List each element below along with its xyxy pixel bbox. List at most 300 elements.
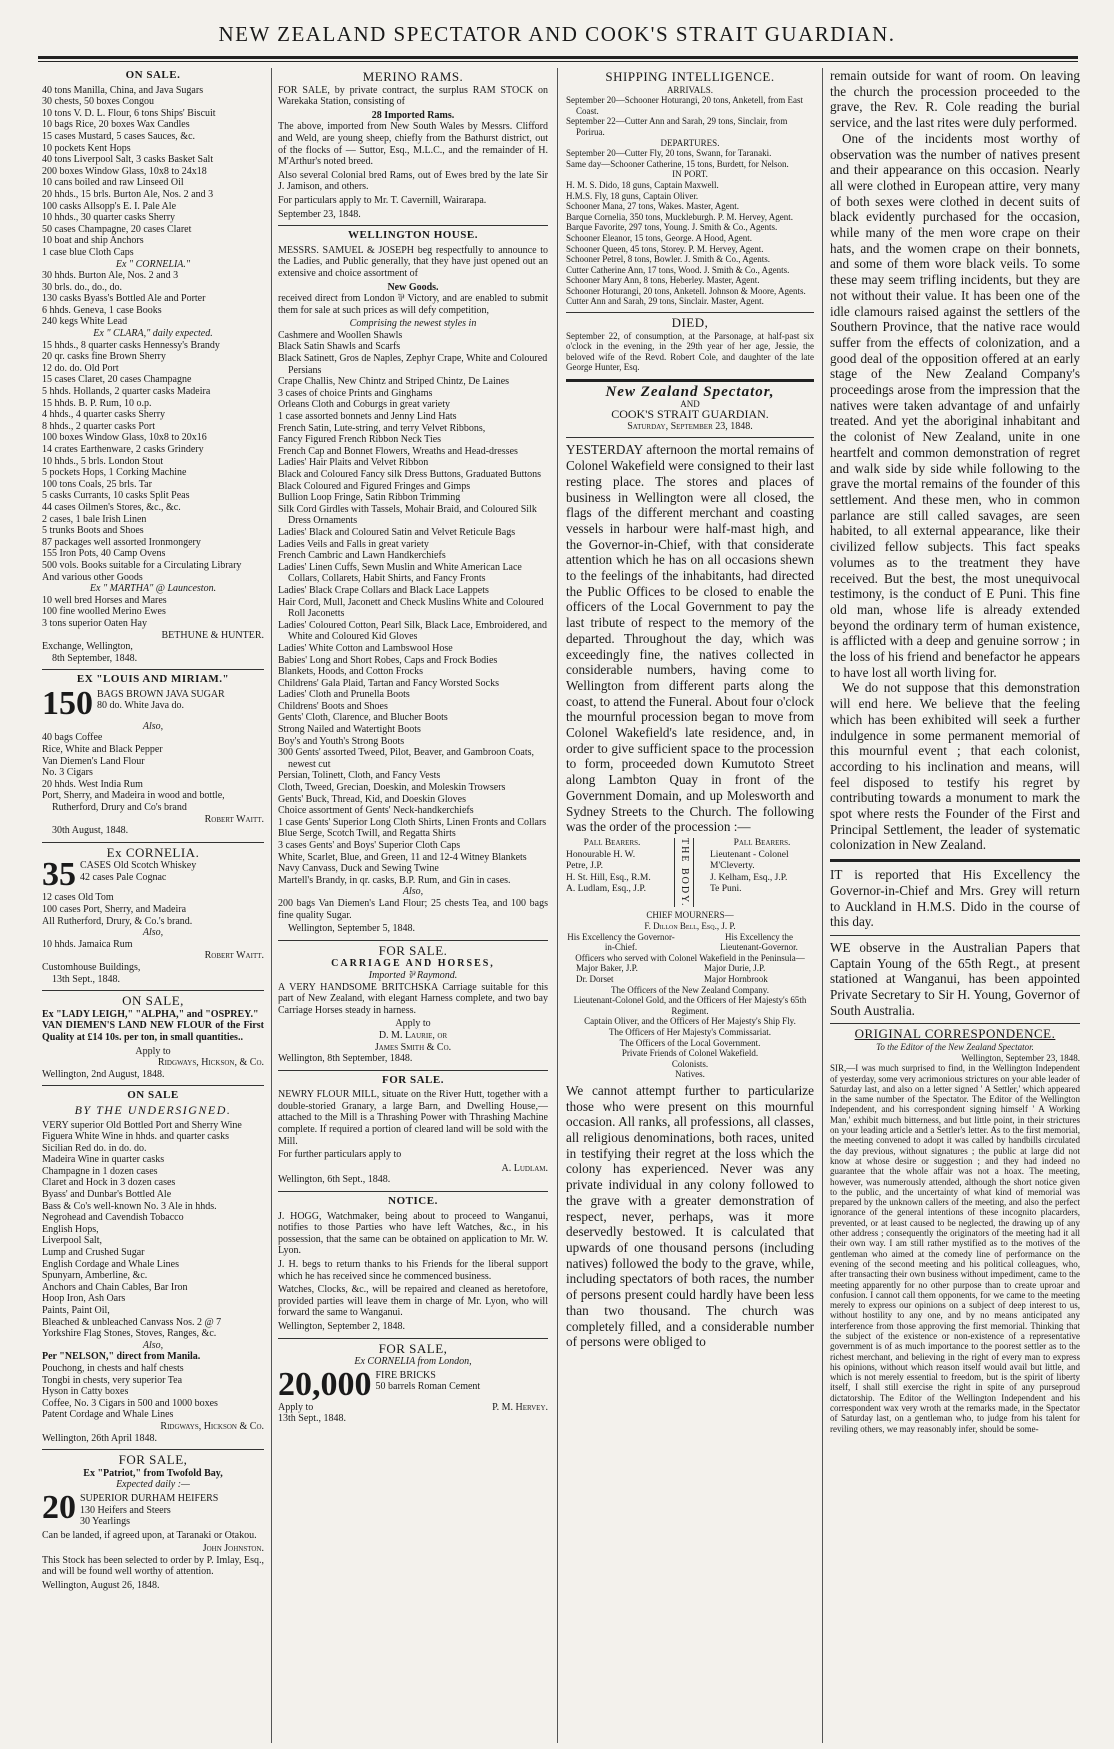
ad-body: 200 bags Van Diemen's Land Flour; 25 chests Tea, and 100 bags fine quality Sugar.	[278, 897, 548, 921]
list-item: 100 boxes Window Glass, 10x8 to 20x16	[42, 432, 207, 444]
list-item: 130 Heifers and Steers	[80, 1504, 171, 1516]
ad-body: J. H. begs to return thanks to his Friends for the liberal support which he has received since he commenced business.	[278, 1259, 548, 1282]
list-item: Port, Sherry, and Madeira in wood and bottle, Rutherford, Drury and Co's brand	[42, 790, 225, 814]
excellency-right: His Excellency the Lieutenant-Governor.	[720, 931, 798, 953]
ad-body: Watches, Clocks, &c., will be repaired and cleaned as heretofore, provided parties will leave them in charge of Mr. Lyon, who will forward the same to Wanganui.	[278, 1284, 548, 1319]
ad-body: FOR SALE, by private contract, the surplus RAM STOCK on Warekaka Station, consisting of	[278, 84, 548, 108]
divider	[566, 437, 814, 438]
ad-date: 30th August, 1848.	[52, 825, 129, 837]
list-item: 3 cases of choice Prints and Ginghams	[278, 387, 433, 399]
list-item: 5 pockets Hops, 1 Corking Machine	[42, 467, 187, 479]
ad-date: Wellington, 26th April 1848.	[42, 1432, 158, 1444]
list-item: 5 hhds. Hollands, 2 quarter casks Madeira	[42, 386, 211, 398]
list-item: Coffee, No. 3 Cigars in 500 and 1000 boxes	[42, 1397, 218, 1409]
section-heading: ORIGINAL CORRESPONDENCE.	[854, 1026, 1056, 1042]
list-item: Martell's Brandy, in qr. casks, B.P. Rum, and Gin in cases.	[278, 874, 511, 886]
list-item: 10 well bred Horses and Mares	[42, 594, 167, 606]
list-item: Black Satinett, Gros de Naples, Zephyr Crape, White and Coloured Persians	[278, 353, 548, 376]
list-item: Private Friends of Colonel Wakefield.	[621, 1048, 759, 1059]
list-item: 20 hhds., 15 brls. Burton Ale, Nos. 2 and 3	[42, 188, 214, 200]
article-paragraph: IT is reported that His Excellency the Governor-in-Chief and Mrs. Grey will return to Auckland in H.M.S. Dido in the course of this day.	[830, 867, 1080, 930]
death-notice: September 22, of consumption, at the Parsonage, at half-past six o'clock in the evening, in the 29th year of her age, Jessie, the beloved wife of the Revd. Robert Cole, and daughter of the late George Hunter, Esq.	[566, 330, 814, 373]
list-item: Blue Serge, Scotch Twill, and Regatta Shirts	[278, 828, 456, 840]
column-divider	[271, 68, 272, 1743]
list-item: Schooner Eleanor, 15 tons, George. A Hood, Agent.	[566, 232, 752, 243]
list-item: 20 hhds. West India Rum	[42, 778, 143, 790]
list-item: Major Hornbrook	[704, 974, 768, 985]
list-item: Schooner Petrel, 8 tons, Bowler. J. Smith & Co., Agents.	[566, 254, 770, 265]
ad-list	[42, 595, 264, 630]
list-item: 44 cases Oilmen's Stores, &c., &c.	[42, 501, 181, 513]
list-item: Major Baker, J.P.	[576, 963, 638, 974]
list-item: Schooner Hoturangi, 20 tons, Anketell. Johnson & Moore, Agents.	[566, 285, 806, 296]
list-item: 14 crates Earthenware, 2 casks Grindery	[42, 444, 204, 455]
ad-subheading: Ex " MARTHA" @ Launceston.	[89, 583, 217, 595]
divider	[42, 669, 264, 670]
ad-apply: Apply to	[278, 1401, 314, 1413]
list-item: September 22—Cutter Ann and Sarah, 29 tons, Sinclair, from Porirua.	[566, 116, 788, 137]
officers-left	[566, 963, 686, 984]
divider	[566, 379, 814, 382]
list-item: 500 vols. Books suitable for a Circulating Library	[42, 559, 242, 571]
list-item: A. Ludlam, Esq., J.P.	[566, 884, 646, 895]
ad-list	[42, 270, 264, 328]
list-item: Same day—Schooner Catherine, 15 tons, Burdett, for Nelson.	[566, 158, 789, 169]
masthead-rule-thin	[38, 61, 1078, 62]
ad-body: A VERY HANDSOME BRITCHSKA Carriage suitable for this part of New Zealand, with elegant Harness complete, and two bay Carriage Horses steady in harness.	[278, 981, 548, 1016]
lead-text: 42 cases Pale Cognac	[80, 872, 167, 883]
lead-number: 150	[42, 684, 93, 722]
ad-body: NEWRY FLOUR MILL, situate on the River Hutt, together with a double-storied Granary, a large Barn, and Dwelling House,—attached to the Mill is a Thrashing Power with Thrashing Machine complete. If required a portion of cleared land will be sold with the Mill.	[278, 1089, 548, 1147]
pall-bearers	[566, 838, 814, 907]
list-item: 8 hhds., 2 quarter casks Port	[42, 420, 156, 432]
article-paragraph: remain outside for want of room. On leaving the church the procession proceeded to the grave, the Rev. R. Cole reading the burial service, and the last rites were duly performed.	[830, 68, 1080, 131]
ad-date: Wellington, 2nd August, 1848.	[42, 1068, 165, 1080]
list-item: Patent Cordage and Whale Lines	[42, 1409, 174, 1421]
lead-text: FIRE BRICKS	[375, 1369, 436, 1381]
list-item: 5 casks Currants, 10 casks Split Peas	[42, 490, 190, 502]
pall-heading: Pall Bearers.	[583, 837, 641, 848]
list-item: The Officers of the New Zealand Company.	[611, 984, 769, 995]
list-item: No. 3 Cigars	[42, 767, 93, 779]
pall-heading: Pall Bearers.	[733, 837, 791, 848]
list-item: Schooner Mary Ann, 8 tons, Heberley. Master, Agent.	[566, 275, 760, 286]
excellencies	[566, 932, 814, 953]
list-item: French Cambric and Lawn Handkerchiefs	[278, 550, 446, 562]
excellency-left: His Excellency the Governor-in-Chief.	[567, 931, 675, 953]
shipping-list	[566, 148, 814, 169]
ad-heading: FOR SALE.	[382, 1073, 444, 1086]
list-item: 30 Yearlings	[80, 1516, 131, 1528]
list-item: 1 case Gents' Superior Long Cloth Shirts, Linen Fronts and Collars	[278, 816, 547, 828]
ad-body: For further particulars apply to	[278, 1149, 402, 1161]
ad-signer: Robert Waitt.	[204, 950, 264, 962]
paper-subtitle: COOK'S STRAIT GUARDIAN.	[611, 407, 769, 422]
list-item: 10 boat and ship Anchors	[42, 235, 144, 247]
list-item: Ladies' Black and Coloured Satin and Velvet Reticule Bags	[278, 526, 516, 538]
ad-subheading: BY THE UNDERSIGNED.	[74, 1102, 232, 1117]
ad-body: received direct from London ⅌ Victory, and are enabled to submit them for sale at such prices as will defy competition,	[278, 293, 548, 316]
list-item: Fancy Figured French Ribbon Neck Ties	[278, 434, 442, 446]
list-item: English Hops,	[42, 1223, 99, 1235]
list-item: French Cap and Bonnet Flowers, Wreaths and Head-dresses	[278, 445, 518, 457]
list-item: H.M.S. Fly, 18 guns, Captain Oliver.	[566, 190, 699, 201]
divider	[830, 935, 1080, 936]
ad-lead	[278, 1365, 548, 1403]
ad-date: 8th September, 1848.	[52, 652, 138, 664]
ad-signer: P. M. Hervey.	[492, 1401, 548, 1413]
shipping-list	[566, 180, 814, 307]
divider	[830, 1023, 1080, 1024]
masthead-rule	[38, 56, 1078, 59]
ad-body: J. HOGG, Watchmaker, being about to proceed to Wanganui, notifies to those Parties who have left Watches, &c., in his possession, that the same can be obtained on application to Mr. W. Lyon.	[278, 1210, 548, 1257]
ad-heading: EX "LOUIS AND MIRIAM."	[76, 673, 230, 686]
divider	[278, 225, 548, 226]
lead-text: CASES Old Scotch Whiskey	[80, 860, 197, 872]
ad-body: Also several Colonial bred Rams, out of Ewes bred by the late Sir J. Jamison, and others.	[278, 169, 548, 193]
ad-body: The above, imported from New South Wales by Messrs. Clifford and Weld, are young sheep, chiefly from the Bathurst district, out of the flocks of — Suttor, Esq., M.L.C., and the remainder of H. M'Arthur's noted breed.	[278, 121, 548, 168]
list-item: Claret and Hock in 3 dozen cases	[42, 1177, 176, 1189]
list-item: And various other Goods	[42, 571, 143, 583]
ad-body: Can be landed, if agreed upon, at Taranaki or Otakou.	[42, 1529, 257, 1541]
ad-heading: MERINO RAMS.	[362, 69, 464, 84]
ad-subheading: Per "NELSON," direct from Manila.	[42, 1351, 201, 1363]
ad-apply: Apply to	[135, 1045, 171, 1057]
divider	[278, 1070, 548, 1071]
ad-body: For particulars apply to Mr. T. Cavernill, Wairarapa.	[278, 194, 487, 206]
list-item: Major Durie, J.P.	[704, 963, 766, 974]
ad-list	[42, 892, 264, 927]
list-item: Van Diemen's Land Flour	[42, 755, 145, 767]
ad-date: Wellington, August 26, 1848.	[42, 1580, 160, 1592]
list-item: 10 pockets Kent Hops	[42, 142, 131, 154]
list-item: 40 tons Liverpool Salt, 3 casks Basket Salt	[42, 154, 214, 166]
ad-subheading: Imported ⅌ Raymond.	[368, 969, 458, 981]
pall-bearers-right	[710, 838, 814, 907]
list-item: Ladies' White Cotton and Lambswool Hose	[278, 642, 453, 654]
divider	[278, 1191, 548, 1192]
letter-body: SIR,—I was much surprised to find, in the Wellington Independent of yesterday, some very acrimonious strictures on your able leader of Saturday last, and also on a letter signed ' A Settler,' which appeared in the same number of the Spectator. The Editor of the Wellington Independent, and his correspondent signing himself ' A Working Man,' exhibit much bitterness, and but little point, in their strictures on your leading article and a Settler's letter. As to the first memorial, the meeting convened to adopt it was called by handbills circulated the day previous, without signatures ; the public at large did not know at whose desire or suggestion ; and they had indeed no guarantee that the whole affair was not a hoax. The meeting, however, was numerously attended, although the short notice given to the public, and the uncertainty of what kind of memorial was prepared by the unknown callers of the meeting, and also the perfect ignorance of the general intentions of these incognito placarders, prevented, or at least caused to be neglected, the drawing up of any other address ; consequently the originators of the meeting had it all their own way. I am still rather mystified as to the motives of the gentleman who aimed at the comedy line of performance on the evening of the second meeting and his political colleagues, who, after transacting their own business without impediment, came to the meeting apparently for no other purpose than to create uproar and confusion. I cannot call them opponents, for we came to the meeting merely to express our opinions on a subject of deep interest to us, without hostility to any one, and by no means anticipated any interference from those approving the first memorial. Thinking that the subject of the existence or non-existence of a representative government is of as much importance to the poorest settler as to the richest merchant, and believing in the right of every man to express his opinions, without which reason itself would avail but little, and which is not merely essential to freedom, but is the spirit of liberty itself, I shall still exercise the right in spite of any purseproud dictatorship. The Editor of the Wellington Independent and his correspondent wax very wroth at the remarks made, in the Spectator of Saturday last, on a gentleman who, to judge from his talent for reviling others, we may reasonably infer, should be some-	[830, 1063, 1080, 1434]
list-item: 10 hhds., 30 quarter casks Sherry	[42, 212, 176, 224]
list-item: Captain Oliver, and the Officers of Her Majesty's Ship Fly.	[584, 1016, 796, 1027]
list-item: Bleached & unbleached Canvass Nos. 2 @ 7	[42, 1316, 222, 1328]
ad-signer: D. M. Laurie, or	[378, 1029, 448, 1041]
lead-text: BAGS BROWN JAVA SUGAR	[97, 688, 225, 700]
column-divider	[557, 68, 558, 1743]
list-item: 2 cases, 1 bale Irish Linen	[42, 513, 147, 525]
list-item: 5 trunks Boots and Shoes	[42, 525, 144, 537]
subsection-heading: ARRIVALS.	[666, 84, 714, 95]
ad-item: 10 hhds. Jamaica Rum	[42, 938, 133, 950]
ad-list	[42, 85, 264, 259]
list-item: Anchors and Chain Cables, Bar Iron	[42, 1281, 188, 1293]
list-item: 40 tons Manilla, China, and Java Sugars	[42, 84, 204, 96]
ad-subheading: Ex " CLARA," daily expected.	[93, 328, 213, 340]
ad-date: Wellington, 6th Sept., 1848.	[278, 1174, 391, 1186]
list-item: 20 qr. casks fine Brown Sherry	[42, 351, 166, 363]
mourner: F. Dillon Bell, Esq., J. P.	[644, 921, 736, 932]
list-item: Cutter Catherine Ann, 17 tons, Wood. J. Smith & Co., Agents.	[566, 264, 790, 275]
list-item: Choice assortment of Gents' Neck-handkerchiefs	[278, 805, 474, 817]
column-3	[566, 68, 814, 1738]
list-item: Rice, White and Black Pepper	[42, 744, 163, 756]
masthead: NEW ZEALAND SPECTATOR AND COOK'S STRAIT GUARDIAN.	[218, 22, 896, 46]
list-item: 10 cans boiled and raw Linseed Oil	[42, 177, 184, 189]
column-divider	[822, 68, 823, 1743]
officers	[566, 963, 814, 984]
list-item: Ladies' Cloth and Prunella Boots	[278, 689, 410, 701]
list-item: Natives.	[675, 1069, 705, 1080]
list-item: Orleans Cloth and Coburgs in great variety	[278, 399, 451, 411]
list-item: The Officers of Her Majesty's Commissariat.	[609, 1027, 771, 1037]
divider	[42, 842, 264, 843]
officers-heading: Officers who served with Colonel Wakefield in the Peninsula—	[575, 952, 805, 963]
ad-subheading: Ex "Patriot," from Twofold Bay,	[83, 1467, 223, 1479]
list-item: Champagne in 1 dozen cases	[42, 1165, 158, 1177]
ad-date: Wellington, September 2, 1848.	[278, 1320, 405, 1332]
list-item: H. St. Hill, Esq., R.M.	[566, 872, 651, 883]
pall-bearers-left	[566, 838, 658, 907]
officers-right	[704, 963, 814, 984]
list-item: Barque Cornelia, 350 tons, Muckleburgh. P. M. Hervey, Agent.	[566, 211, 793, 222]
list-item: Madeira Wine in quarter casks	[42, 1154, 165, 1166]
the-body: THE BODY.	[674, 838, 694, 907]
paper-title: New Zealand Spectator,	[605, 384, 775, 401]
ad-heading: ON SALE	[127, 1089, 179, 1102]
list-item: Liverpool Salt,	[42, 1235, 102, 1247]
dateline: Saturday, September 23, 1848.	[627, 420, 753, 432]
mourners-heading: CHIEF MOURNERS—	[646, 910, 734, 921]
list-item: White, Scarlet, Blue, and Green, 11 and 12-4 Witney Blankets	[278, 851, 527, 863]
list-item: Spunyarn, Amberline, &c.	[42, 1270, 148, 1282]
list-item: J. Kelham, Esq., J.P.	[710, 872, 788, 883]
list-item: 3 tons superior Oaten Hay	[42, 617, 147, 629]
ad-heading: FOR SALE.	[378, 942, 448, 958]
list-item: 30 hhds. Burton Ale, Nos. 2 and 3	[42, 270, 179, 282]
list-item: September 20—Schooner Hoturangi, 20 tons, Anketell, from East Coast.	[566, 95, 803, 116]
list-item: Crape Challis, New Chintz and Striped Chintz, De Laines	[278, 376, 510, 388]
list-item: 6 hhds. Geneva, 1 case Books	[42, 304, 162, 316]
ad-body: This Stock has been selected to order by P. Imlay, Esq., and will be found well worthy of attention.	[42, 1554, 264, 1578]
list-item: Navy Canvass, Duck and Sewing Twine	[278, 863, 439, 875]
list-item: 50 cases Champagne, 20 cases Claret	[42, 223, 192, 235]
ad-also: Also,	[402, 886, 424, 898]
list-item: 15 cases Claret, 20 cases Champagne	[42, 374, 192, 386]
ad-subheading: 28 Imported Rams.	[371, 109, 455, 121]
list-item: Gents' Buck, Thread, Kid, and Doeskin Gloves	[278, 793, 466, 805]
lead-number: 20	[42, 1488, 76, 1526]
list-item: Hyson in Catty boxes	[42, 1386, 129, 1398]
list-item: 15 hhds. B. P. Rum, 10 o.p.	[42, 397, 152, 409]
letter-dateline: Wellington, September 23, 1848.	[961, 1052, 1080, 1063]
ad-place: Exchange, Wellington,	[42, 641, 133, 653]
lead-text: 50 barrels Roman Cement	[375, 1381, 481, 1393]
list-item: Childrens' Boots and Shoes	[278, 700, 388, 712]
list-item: English Cordage and Whale Lines	[42, 1258, 180, 1270]
list-item: 30 chests, 50 boxes Congou	[42, 96, 154, 108]
ad-body: MESSRS. SAMUEL & JOSEPH beg respectfully to announce to the Ladies, and Public generally, that they have just opened out an extensive and choice assortment of	[278, 244, 548, 279]
list-item: Silk Cord Girdles with Tassels, Mohair Braid, and Coloured Silk Dress Ornaments	[278, 503, 537, 527]
ad-list	[278, 330, 548, 887]
list-item: Boy's and Youth's Strong Boots	[278, 735, 405, 747]
ad-heading: ON SALE,	[122, 993, 184, 1009]
list-item: Negrohead and Cavendish Tobacco	[42, 1212, 184, 1224]
list-item: Schooner Mana, 27 tons, Wakes. Master, Agent.	[566, 201, 739, 212]
ad-also: Also,	[142, 1339, 164, 1351]
ad-date: Wellington, September 5, 1848.	[288, 923, 415, 935]
procession-order	[566, 985, 814, 1080]
ad-date: 13th Sept., 1848.	[278, 1413, 347, 1425]
column-2	[278, 68, 548, 1738]
ad-also: Also,	[142, 927, 164, 939]
ad-place: Customhouse Buildings,	[42, 961, 141, 973]
ad-subheading: Ex CORNELIA from London,	[354, 1356, 472, 1368]
list-item: Tongbi in chests, very superior Tea	[42, 1374, 183, 1386]
list-item: Barque Favorite, 297 tons, Young. J. Smith & Co., Agents.	[566, 222, 778, 233]
list-item: VERY superior Old Bottled Port and Sherry Wine	[42, 1119, 242, 1131]
list-item: 12 do. do. Old Port	[42, 362, 119, 374]
ad-heading: NOTICE.	[388, 1195, 438, 1208]
list-item: 100 fine woolled Merino Ewes	[42, 606, 166, 618]
list-item: The Officers of the Local Government.	[619, 1037, 761, 1048]
list-item: Te Puni.	[710, 884, 742, 895]
ad-subheading: New Goods.	[387, 281, 439, 293]
ad-list	[42, 1120, 264, 1340]
list-item: Persian, Tolinett, Cloth, and Fancy Vests	[278, 770, 441, 782]
section-heading: SHIPPING INTELLIGENCE.	[605, 69, 775, 84]
list-item: Yorkshire Flag Stones, Stoves, Ranges, &c.	[42, 1328, 217, 1340]
list-item: Ladies' Black Crape Collars and Black Lace Lappets	[278, 584, 489, 596]
article-paragraph: YESTERDAY afternoon the mortal remains of Colonel Wakefield were consigned to their last resting place. The stores and places of business in Wellington were all closed, the flags of the different merchant and coasting vessels in harbour were half-mast high, and the Governor-in-Chief, with that considerate attention which he has on all occasions shewn to the feelings of the inhabitants, had directed the Public Offices to be closed to enable the officers of the Local Government to pay the last tribute of respect to the memory of the departed. Throughout the day, which was exceedingly fine, the natives collected in considerable numbers, having come to Wellington from different parts along the coast, to attend the Funeral. About four o'clock the mournful procession began to move from Colonel Wakefield's late residence, and, in order to give sufficient space to the procession to form, proceeded down Kumutoto Street along Lambton Quay in front of the Government Domain, and up Molesworth and Sydney Streets to the Church. The following was the order of the procession :—	[566, 442, 814, 835]
ad-heading: Ex CORNELIA.	[106, 844, 200, 860]
list-item: All Rutherford, Drury, & Co.'s brand.	[42, 915, 193, 927]
section-heading: DIED,	[671, 315, 709, 331]
list-item: 100 tons Coals, 25 brls. Tar	[42, 478, 152, 490]
list-item: Black Coloured and Figured Fringes and Gimps	[278, 480, 471, 492]
ad-subheading: Ex " CORNELIA."	[115, 258, 191, 270]
lead-number: 20,000	[278, 1365, 372, 1403]
list-item: Ladies Veils and Falls in great variety	[278, 538, 429, 550]
list-item: Blankets, Hoods, and Cotton Frocks	[278, 666, 423, 678]
list-item: Pouchong, in chests and half chests	[42, 1362, 184, 1374]
list-item: Lieutenant-Colonel Gold, and the Officers of Her Majesty's 65th Regiment.	[573, 995, 807, 1016]
ad-signer: A. Ludlam.	[501, 1162, 548, 1174]
ad-signer: Ridgways, Hickson, & Co.	[157, 1057, 264, 1069]
shipping-list	[566, 95, 814, 137]
list-item: Bass & Co's well-known No. 3 Ale in hhds.	[42, 1200, 217, 1212]
paper-title-and: AND	[680, 398, 700, 409]
list-item: 30 brls. do., do., do.	[42, 281, 122, 293]
pall-list	[566, 850, 658, 896]
column-1	[42, 68, 264, 1738]
list-item: 15 hhds., 8 quarter casks Hennessy's Brandy	[42, 339, 220, 351]
pall-list	[710, 850, 814, 896]
ad-date: 13th Sept., 1848.	[52, 973, 121, 985]
list-item: Cutter Ann and Sarah, 29 tons, Sinclair. Master, Agent.	[566, 296, 764, 307]
lead-number: 35	[42, 856, 76, 894]
subsection-heading: IN PORT.	[672, 169, 708, 180]
list-item: 10 hhds., 5 brls. London Stout	[42, 455, 164, 467]
list-item: Bullion Loop Fringe, Satin Ribbon Trimming	[278, 492, 461, 504]
divider	[42, 1085, 264, 1086]
lead-text: 80 do. White Java do.	[97, 700, 185, 712]
ad-heading: FOR SALE,	[378, 1340, 448, 1356]
letter-addressee: To the Editor of the New Zealand Spectator.	[876, 1042, 1034, 1053]
list-item: 12 cases Old Tom	[42, 892, 114, 904]
subsection-heading: DEPARTURES.	[660, 137, 720, 148]
list-item: 15 cases Mustard, 5 cases Sauces, &c.	[42, 130, 196, 142]
ad-lead	[42, 1488, 264, 1528]
list-item: Hoop Iron, Ash Oars	[42, 1293, 126, 1305]
list-item: Honourable H. W. Petre, J.P.	[566, 849, 636, 872]
list-item: 1 case blue Cloth Caps	[42, 246, 134, 258]
list-item: Cashmere and Woollen Shawls	[278, 329, 403, 341]
ad-signer: John Johnston.	[202, 1543, 264, 1555]
lead-text: SUPERIOR DURHAM HEIFERS	[80, 1492, 219, 1504]
list-item: September 20—Cutter Fly, 20 tons, Swann, for Taranaki.	[566, 148, 772, 159]
ad-expected: Expected daily :—	[116, 1479, 190, 1491]
list-item: 4 hhds., 4 quarter casks Sherry	[42, 409, 166, 421]
list-item: 200 boxes Window Glass, 10x8 to 24x18	[42, 165, 207, 177]
list-item: 87 packages well assorted Ironmongery	[42, 536, 201, 548]
list-item: Lieutenant - Colonel M'Cleverty.	[710, 849, 789, 872]
list-item: Babies' Long and Short Robes, Caps and Frock Bodies	[278, 654, 498, 666]
ad-list	[42, 1363, 264, 1421]
list-item: 1 case assorted bonnets and Jenny Lind Hats	[278, 411, 457, 423]
list-item: 100 casks Allsopp's E. I. Pale Ale	[42, 200, 177, 212]
ad-signer: James Smith & Co.	[374, 1041, 452, 1053]
list-item: Sicilian Red do. in do. do.	[42, 1142, 147, 1154]
ad-lead	[42, 856, 264, 894]
list-item: 300 Gents' assorted Tweed, Pilot, Beaver, and Gambroon Coats, newest cut	[278, 747, 535, 770]
article-paragraph: We do not suppose that this demonstration will end here. We believe that the feeling which has been exhibited will seek a further indulgence in some permanent memorial of this mournful event ; that each colonist, according to his inclination and means, will feel disposed to testify his regret by contributing towards a monument to mark the spot where rests the Founder of the First and Principal Settlement, the leader of systematic colonization in New Zealand.	[830, 680, 1080, 853]
ad-body: VAN DIEMEN'S LAND NEW FLOUR of the First Quality at £14 10s. per ton, in small quantities..	[42, 1020, 264, 1043]
list-item: Dr. Dorset	[576, 974, 614, 985]
ad-date: Wellington, 8th September, 1848.	[278, 1053, 413, 1065]
divider	[278, 1338, 548, 1339]
divider	[566, 312, 814, 313]
list-item: Paints, Paint Oil,	[42, 1305, 110, 1316]
divider	[830, 859, 1080, 862]
ad-apply-row	[278, 1402, 548, 1414]
list-item: Black Satin Shawls and Scarfs	[278, 341, 401, 353]
ad-apply: Apply to	[395, 1018, 431, 1030]
list-item: 240 kegs White Lead	[42, 316, 128, 328]
list-item: Byass' and Dunbar's Bottled Ale	[42, 1189, 172, 1201]
list-item: 10 bags Rice, 20 boxes Wax Candles	[42, 119, 190, 131]
list-item: 100 cases Port, Sherry, and Madeira	[42, 904, 187, 915]
ad-heading: ON SALE.	[125, 69, 181, 81]
list-item: Colonists.	[671, 1058, 709, 1069]
list-item: 130 casks Byass's Bottled Ale and Porter	[42, 293, 206, 305]
ad-signer: BETHUNE & HUNTER.	[161, 629, 264, 641]
divider	[278, 940, 548, 941]
ad-signer: Ridgways, Hickson & Co.	[160, 1420, 264, 1432]
list-item: Cloth, Tweed, Grecian, Doeskin, and Moleskin Trowsers	[278, 782, 506, 794]
ad-signer: Robert Waitt.	[204, 813, 264, 825]
list-item: Ladies' Linen Cuffs, Sewn Muslin and White American Lace Collars, Collarets, Habit Shirts, and Fancy Fronts	[278, 561, 522, 585]
list-item: Schooner Queen, 45 tons, Storey. P. M. Hervey, Agent.	[566, 243, 764, 254]
ad-list	[42, 732, 264, 813]
list-item: 155 Iron Pots, 40 Camp Ovens	[42, 548, 166, 560]
ad-heading: WELLINGTON HOUSE.	[348, 229, 478, 242]
article-paragraph: One of the incidents most worthy of observation was the number of natives present and their appearance on this occasion. Nearly all were clothed in European attire, very many of both sexes were clothed in decent suits of black evidently purchased for the occasion, while many of the men wore crape on their hats, and the women crape on their bonnets, and some of them wore black veils. To some these may seem trifling incidents, but they are not without their value. It has been one of the idle clamours raised against the settlers of the Southern Province, that the native race would suffer from the effects of colonization, and a good deal of the opposition offered at an early stage of the New Zealand Company's proceedings arose from the impression that the natives were taken advantage of and unfairly treated. And yet the aboriginal inhabitant and the colonist of New Zealand, unite in one heartfelt and common demonstration of regret and walk side by side while following to the grave the mortal remains of the founder of this settlement. And these men, who in common parlance are still called savages, are seen habited, to all external appearance, like their civilized fellow subjects. This fact speaks volumes as to the treatment they have received. But the best, the most unequivocal testimony, is the conduct of E Puni. This fine old man, whose life is already extended beyond the ordinary term of human existence, is afflicted with a deep and genuine sorrow ; in the loss of his friend and benefactor he appears to have lost all worth living for.	[830, 130, 1080, 680]
list-item: Hair Cord, Mull, Jaconett and Check Muslins White and Coloured Roll Jaconetts	[278, 596, 544, 620]
ad-heading: FOR SALE,	[118, 1452, 188, 1468]
divider	[42, 990, 264, 991]
ad-lead	[42, 684, 264, 722]
list-item: Figuera White Wine in hhds. and quarter casks	[42, 1131, 229, 1143]
